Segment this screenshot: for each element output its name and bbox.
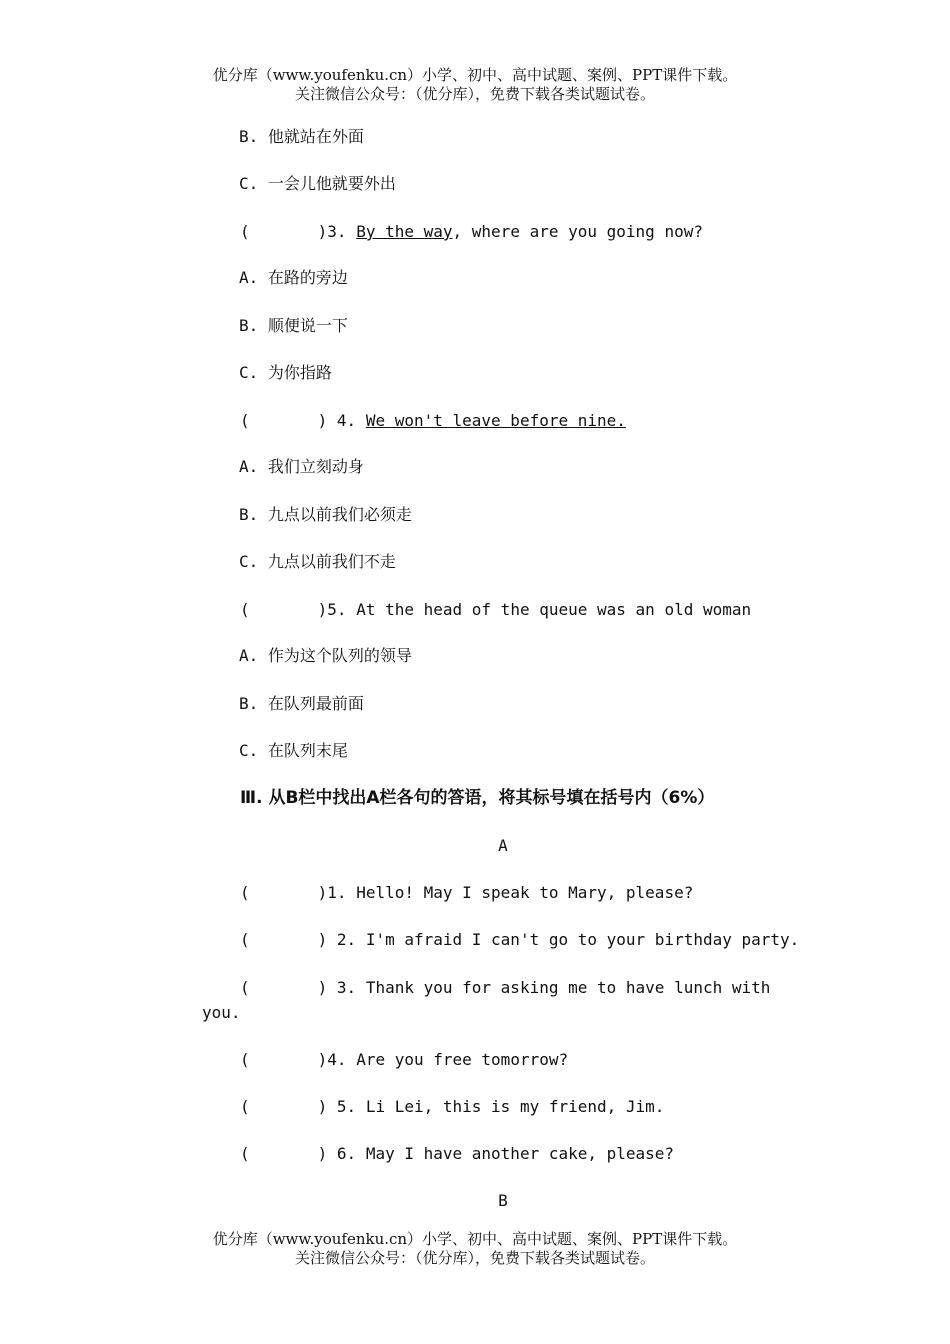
answer-paren-open: ( — [240, 930, 250, 949]
matching-item-3 — [240, 977, 770, 999]
section-3-title: Ⅲ. 从B栏中找出A栏各句的答语，将其标号填在括号内（6%） — [240, 788, 715, 808]
item-number: ) 6. — [317, 1144, 357, 1163]
item-text: Thank you for asking me to have lunch with — [365, 978, 771, 997]
answer-paren-open: ( — [240, 883, 250, 902]
answer-paren-open: ( — [240, 600, 250, 619]
answer-paren-open: ( — [240, 1144, 250, 1163]
item-text: Are you free tomorrow? — [356, 1050, 569, 1069]
matching-item-1 — [240, 882, 693, 904]
question-number: )3. — [317, 222, 347, 241]
answer-paren-open: ( — [240, 978, 250, 997]
q4-option-c: C. 九点以前我们不走 — [239, 552, 396, 571]
question-4 — [240, 410, 626, 432]
q3-option-c: C. 为你指路 — [239, 363, 332, 382]
q4-option-b: B. 九点以前我们必须走 — [239, 505, 412, 524]
question-number: )5. — [317, 600, 347, 619]
header-line-2: 关注微信公众号：（优分库），免费下载各类试题试卷。 — [294, 85, 655, 103]
q5-option-b: B. 在队列最前面 — [239, 694, 364, 713]
question-5 — [240, 599, 751, 621]
q4-option-a: A. 我们立刻动身 — [239, 457, 364, 476]
item-number: )4. — [317, 1050, 347, 1069]
item-text: Hello! May I speak to Mary, please? — [356, 883, 694, 902]
column-a-label: A — [498, 836, 508, 855]
item-text: I'm afraid I can't go to your birthday party. — [365, 930, 800, 949]
footer-line-1: 优分库（www.youfenku.cn）小学、初中、高中试题、案例、PPT课件下载。 — [212, 1230, 738, 1248]
matching-item-4 — [240, 1049, 568, 1071]
q3-option-a: A. 在路的旁边 — [239, 268, 348, 287]
answer-paren-open: ( — [240, 1050, 250, 1069]
item-text: May I have another cake, please? — [365, 1144, 675, 1163]
item-number: ) 2. — [317, 930, 357, 949]
question-text: At the head of the queue was an old woman — [356, 600, 752, 619]
underlined-phrase: By the way — [356, 222, 453, 241]
q5-option-a: A. 作为这个队列的领导 — [239, 646, 412, 665]
matching-item-5 — [240, 1096, 664, 1118]
answer-paren-open: ( — [240, 222, 250, 241]
q2-option-c: C. 一会儿他就要外出 — [239, 174, 396, 193]
item-text: Li Lei, this is my friend, Jim. — [365, 1097, 665, 1116]
item-number: ) 3. — [317, 978, 357, 997]
matching-item-3-wrap: you. — [202, 1003, 241, 1022]
matching-item-6 — [240, 1143, 674, 1165]
q5-option-c: C. 在队列末尾 — [239, 741, 348, 760]
page-header — [0, 66, 950, 104]
column-b-label: B — [498, 1191, 508, 1210]
underlined-phrase: We won't leave before nine. — [365, 411, 626, 430]
page-footer — [0, 1230, 950, 1268]
answer-paren-open: ( — [240, 411, 250, 430]
item-number: )1. — [317, 883, 347, 902]
header-line-1: 优分库（www.youfenku.cn）小学、初中、高中试题、案例、PPT课件下载。 — [212, 66, 738, 84]
item-number: ) 5. — [317, 1097, 357, 1116]
matching-item-2 — [240, 929, 799, 951]
question-3 — [240, 221, 703, 243]
q2-option-b: B. 他就站在外面 — [239, 127, 364, 146]
question-number: ) 4. — [317, 411, 357, 430]
answer-paren-open: ( — [240, 1097, 250, 1116]
question-text: , where are you going now? — [452, 222, 703, 241]
q3-option-b: B. 顺便说一下 — [239, 316, 348, 335]
footer-line-2: 关注微信公众号：（优分库），免费下载各类试题试卷。 — [294, 1249, 655, 1267]
